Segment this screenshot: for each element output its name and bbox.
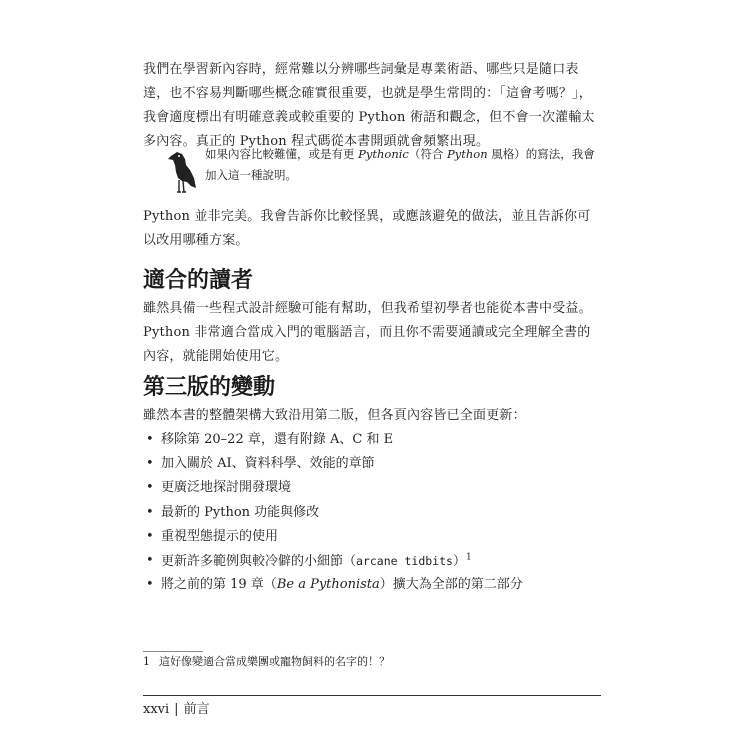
- footnote: 1 這好像變適合當成樂團或寵物飼料的名字的！？: [143, 655, 390, 668]
- list-item: • 將之前的第 19 章（Be a Pythonista）擴大為全部的第二部分: [143, 573, 601, 597]
- page-footer: xxvi | 前言: [143, 702, 210, 717]
- list-item: • 移除第 20–22 章，還有附錄 A、C 和 E: [143, 428, 601, 452]
- page-number: xxvi: [143, 702, 170, 717]
- footnote-ref[interactable]: 1: [465, 552, 472, 563]
- list-item: • 重視型態提示的使用: [143, 525, 601, 549]
- section-name: 前言: [183, 702, 210, 717]
- intro-paragraph: 我們在學習新內容時，經常難以分辨哪些詞彙是專業術語、哪些只是隨口表達，也不容易判斷哪些概念確實很重要，也就是學生常問的：「這會考嗎？」，我會適度標出有明確意義或較重要的 Python 術語和觀念，但不會一次灌輸太多內容。真正的 Python 程式碼從本書開頭就會頻繁出現。: [143, 62, 595, 149]
- tip-note: [143, 142, 603, 198]
- list-item: • 更廣泛地探討開發環境: [143, 476, 601, 500]
- section-heading-changes: 第三版的變動: [143, 375, 276, 400]
- footer-divider: [143, 695, 601, 696]
- list-item: • 最新的 Python 功能與修改: [143, 501, 601, 525]
- note-text: 如果內容比較難懂，或是有更 Pythonic（符合 Python 風格）的寫法，我會加入這一種說明。: [205, 147, 595, 182]
- list-item: • 加入關於 AI、資料科學、效能的章節: [143, 452, 601, 476]
- imperfect-paragraph: Python 並非完美。我會告訴你比較怪異，或應該避免的做法，並且告訴你可以改用哪種方案。: [143, 209, 591, 248]
- list-item: • 更新許多範例與較冷僻的小細節（arcane tidbits）$^1$: [143, 549, 601, 573]
- changes-intro: 雖然本書的整體架構大致沿用第二版，但各頁內容皆已全面更新：: [143, 408, 526, 423]
- section-heading-audience: 適合的讀者: [143, 268, 254, 293]
- audience-paragraph: 雖然具備一些程式設計經驗可能有幫助，但我希望初學者也能從本書中受益。Python 非常適合當成入門的電腦語言，而且你不需要通讀或完全理解全書的內容，就能開始使用它。: [143, 301, 592, 364]
- crow-icon: [165, 148, 199, 194]
- changes-list: [143, 428, 601, 597]
- footnote-divider: [143, 651, 203, 652]
